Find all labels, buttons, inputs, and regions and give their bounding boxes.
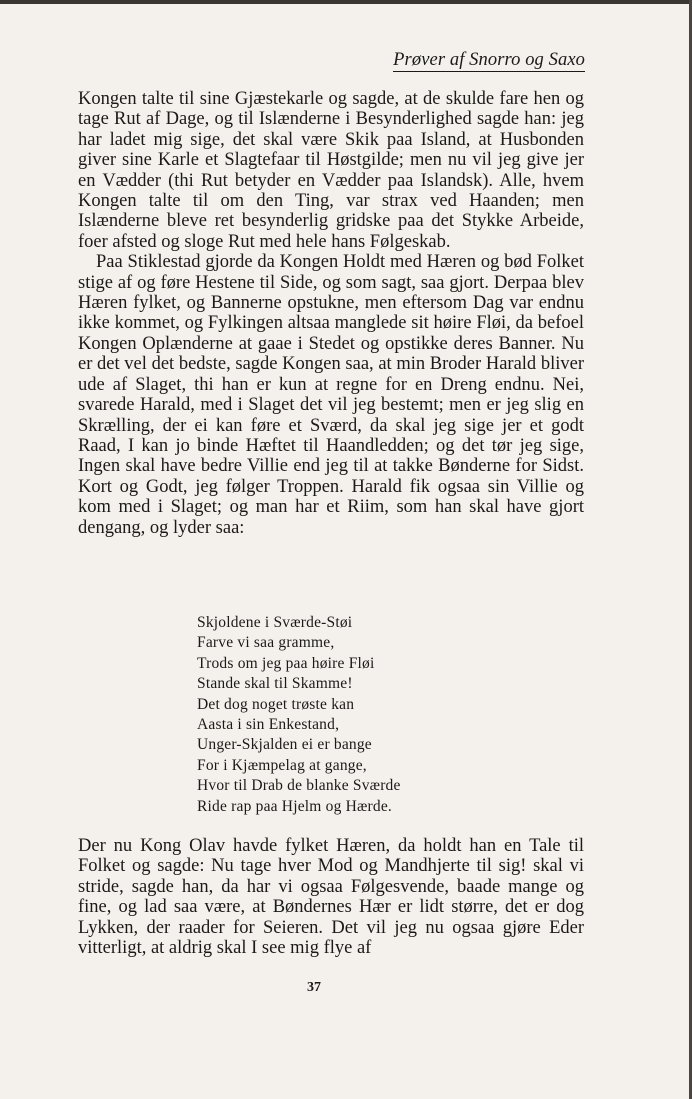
paragraph-3: Der nu Kong Olav havde fylket Hæren, da holdt han en Tale til Folket og sagde: Nu tage hver Mod og Mandhjerte til sig! skal vi stride, sagde han, da har vi ogsaa Følgesvende, baade mange og fine, og lad saa være, at Bøndernes Hær er lidt større, det er dog Lykken, der raader for Seieren. Det vil jeg nu ogsaa gjøre Eder vitterligt, at aldrig skal I see mig flye af [78, 836, 584, 959]
verse-line: Det dog noget trøste kan [197, 695, 355, 713]
verse-line: For i Kjæmpelag at gange, [197, 756, 367, 774]
page-top-border [0, 0, 692, 4]
paragraph-1: Kongen talte til sine Gjæstekarle og sagde, at de skulde fare hen og tage Rut af Dage, og til Islænderne i Besynderlighed sagde han: jeg har ladet mig sige, det skal være Skik paa Island, at Husbonden giver sine Karle et Slagtefaar til Høstgilde; men nu vil jeg give jer en Vædder (thi Rut betyder en Vædder paa Islandsk). Alle, hvem Kongen talte til om den Ting, var strax ved Haanden; men Islænderne bleve ret besynderlig gridske paa det Stykke Arbeide, foer afsted og sloge Rut med hele hans Følgeskab. [78, 89, 584, 252]
verse-line: Aasta i sin Enkestand, [197, 716, 340, 734]
closing-text [78, 836, 584, 958]
paragraph-2: Paa Stiklestad gjorde da Kongen Holdt med Hæren og bød Folket stige af og føre Hestene til Side, og som sagt, saa gjort. Derpaa blev Hæren fylket, og Bannerne opstukne, men eftersom Dag var endnu ikke kommet, og Fylkingen altsaa manglede sit høire Fløi, da befoel Kongen Oplænderne at gaae i Stedet og opstikke deres Banner. Nu er det vel det bedste, sagde Kongen saa, at min Broder Harald bliver ude af Slaget, thi han er kun at regne for en Dreng endnu. Nei, svarede Harald, med i Slaget det vil jeg bestemt; men er jeg slig en Skrælling, der ei kan føre et Sværd, da skal jeg sige jer et godt Raad, I kan jo binde Hæftet til Haandledden; og det tør jeg sige, Ingen skal have bedre Villie end jeg til at takke Bønderne for Sidst. Kort og Godt, jeg følger Troppen. Harald fik ogsaa sin Villie og kom med i Slaget; og man har et Riim, som han skal have gjort dengang, og lyder saa: [78, 252, 584, 538]
verse-line: Farve vi saa gramme, [197, 634, 335, 652]
verse-line: Hvor til Drab de blanke Sværde [197, 777, 401, 795]
running-head: Prøver af Snorro og Saxo [393, 50, 585, 70]
body-text [78, 89, 584, 538]
page-number: 37 [307, 980, 321, 995]
verse-line: Skjoldene i Sværde-Støi [197, 614, 353, 631]
verse-line: Ride rap paa Hjelm og Hærde. [197, 797, 392, 815]
verse-line: Trods om jeg paa høire Fløi [197, 654, 375, 672]
verse-line: Unger-Skjalden ei er bange [197, 736, 372, 754]
verse-block [197, 613, 401, 817]
verse-line: Stande skal til Skamme! [197, 675, 353, 693]
